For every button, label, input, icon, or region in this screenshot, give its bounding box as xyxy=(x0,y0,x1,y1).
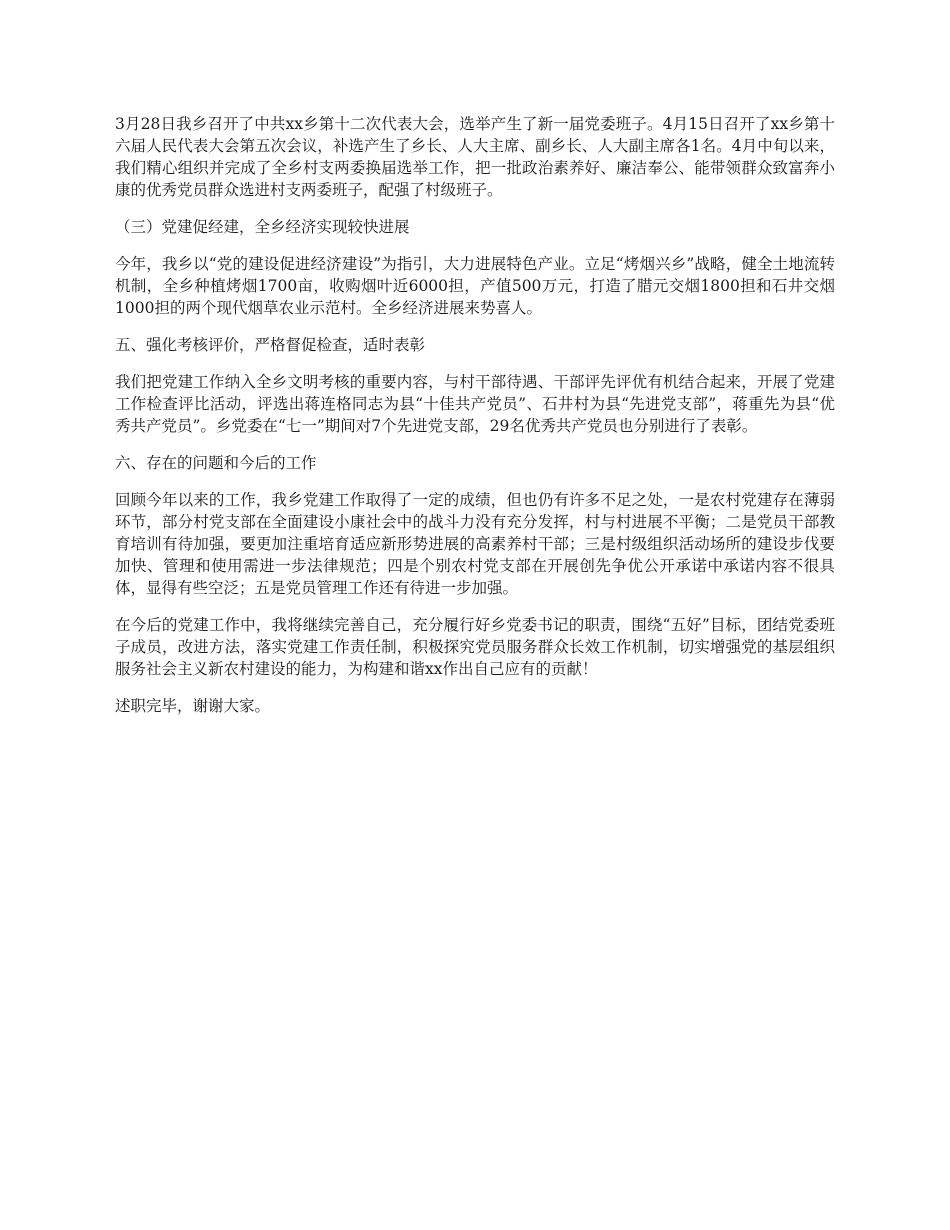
paragraph-elections: 3月28日我乡召开了中共xx乡第十二次代表大会，选举产生了新一届党委班子。4月15日召开了xx乡第十六届人民代表大会第五次会议，补选产生了乡长、人大主席、副乡长、人大副主席各1名。4月中旬以来，我们精心组织并完成了全乡村支两委换届选举工作，把一批政治素养好、廉洁奉公、能带领群众致富奔小康的优秀党员群众选进村支两委班子，配强了村级班子。 xyxy=(115,115,835,199)
section-heading-evaluation: 五、强化考核评价，严格督促检查，适时表彰 xyxy=(115,336,426,354)
document-body xyxy=(115,113,835,732)
paragraph-evaluation: 我们把党建工作纳入全乡文明考核的重要内容，与村干部待遇、干部评先评优有机结合起来，开展了党建工作检查评比活动，评选出蒋连格同志为县“十佳共产党员”、石井村为县“先进党支部”，蒋重先为县“优秀共产党员”。乡党委在“七一”期间对7个先进党支部，29名优秀共产党员也分别进行了表彰。 xyxy=(115,373,835,435)
paragraph-economy: 今年，我乡以“党的建设促进经济建设”为指引，大力进展特色产业。立足“烤烟兴乡”战略，健全土地流转机制，全乡种植烤烟1700亩，收购烟叶近6000担，产值500万元，打造了腊元交烟1800担和石井交烟1000担的两个现代烟草农业示范村。全乡经济进展来势喜人。 xyxy=(115,255,835,317)
section-heading-economy: （三）党建促经建，全乡经济实现较快进展 xyxy=(115,218,410,236)
paragraph-problems: 回顾今年以来的工作，我乡党建工作取得了一定的成绩，但也仍有许多不足之处，一是农村党建存在薄弱环节，部分村党支部在全面建设小康社会中的战斗力没有充分发挥，村与村进展不平衡；二是党员干部教育培训有待加强，要更加注重培育适应新形势进展的高素养村干部；三是村级组织活动场所的建设步伐要加快、管理和使用需进一步法律规范；四是个别农村党支部在开展创先争优公开承诺中承诺内容不很具体，显得有些空泛；五是党员管理工作还有待进一步加强。 xyxy=(115,491,835,597)
paragraph-future-work: 在今后的党建工作中，我将继续完善自己，充分履行好乡党委书记的职责，围绕“五好”目标，团结党委班子成员，改进方法，落实党建工作责任制，积极探究党员服务群众长效工作机制，切实增强党的基层组织服务社会主义新农村建设的能力，为构建和谐xx作出自己应有的贡献！ xyxy=(115,616,835,678)
paragraph-closing: 述职完毕，谢谢大家。 xyxy=(115,697,271,715)
section-heading-problems: 六、存在的问题和今后的工作 xyxy=(115,454,317,472)
